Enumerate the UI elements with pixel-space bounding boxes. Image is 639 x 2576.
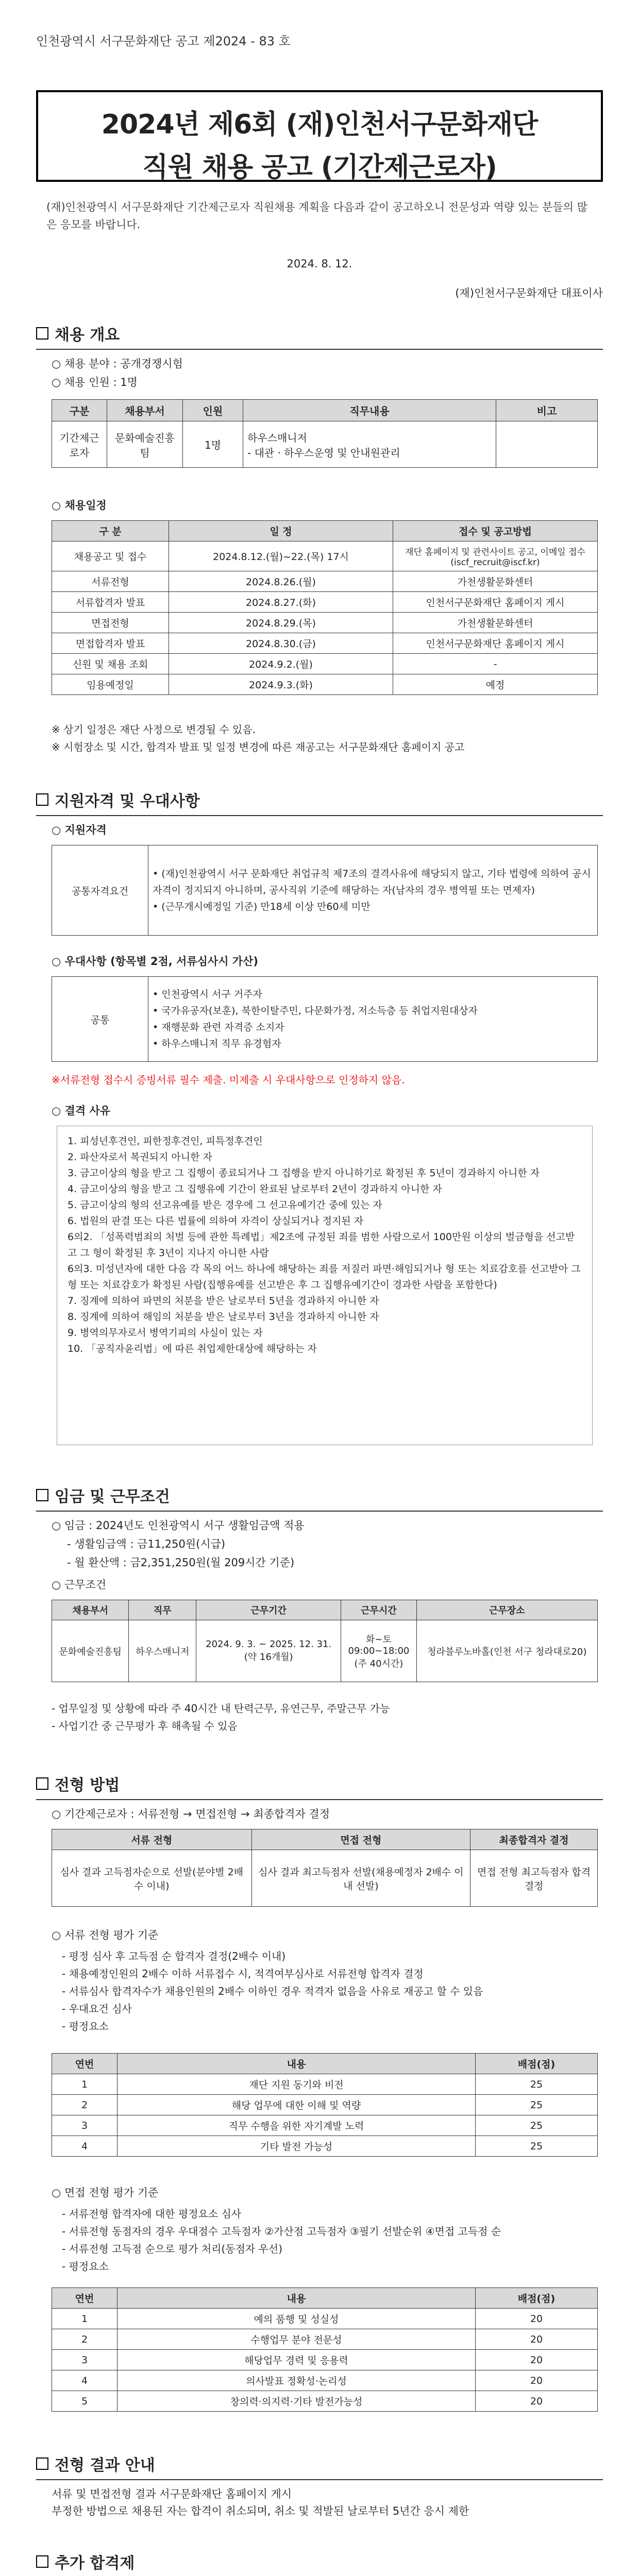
intro-text: (재)인천광역시 서구문화재단 기간제근로자 직원채용 계획을 다음과 같이 공고하오니 전문성과 역량 있는 분들의 많은 응모를 바랍니다. <box>46 201 587 231</box>
table-cell: 20 <box>476 2391 598 2412</box>
table-cell: 재단 지원 동기와 비전 <box>117 2074 476 2095</box>
disq-item: 7. 징계에 의하여 파면의 처분을 받은 날로부터 5년을 경과하지 아니한 자 <box>68 1295 379 1307</box>
recruit-field-text: 채용 분야 : 공개경쟁시험 <box>64 358 183 370</box>
cond-label-text: 근무조건 <box>64 1579 107 1591</box>
title-line1: 2024년 제6회 (재)인천서구문화재단 <box>101 109 538 140</box>
table-header: 내용 <box>117 2054 476 2074</box>
table-header: 배점(점) <box>476 2054 598 2074</box>
table-cell: 문화예술진흥팀 <box>52 1620 129 1682</box>
table-header: 내용 <box>117 2288 476 2309</box>
table-header: 연번 <box>52 2288 117 2309</box>
table-header: 직무 <box>129 1600 196 1620</box>
table-header: 구분 <box>52 400 107 421</box>
disq-item: 2. 파산자로서 복권되지 아니한 자 <box>68 1151 212 1163</box>
pref-note: ※서류전형 접수시 증빙서류 필수 제출. 미제출 시 우대사항으로 인정하지 않음. <box>52 1074 405 1086</box>
pref-sub-label: ○ 우대사항 (항목별 2점, 서류심사시 가산) <box>52 955 258 968</box>
section-title: 지원자격 및 우대사항 <box>55 792 200 810</box>
table-cell: 2024.8.29.(목) <box>169 613 393 633</box>
table-cell: 인천서구문화재단 홈페이지 게시 <box>393 592 598 613</box>
table-cell: 3 <box>52 2350 117 2370</box>
table-cell: 4 <box>52 2370 117 2391</box>
section-underline <box>36 815 603 816</box>
table-header: 최종합격자 결정 <box>470 1829 598 1850</box>
table-header: 채용부서 <box>107 400 183 421</box>
list-item: - 채용예정인원의 2배수 이하 서류접수 시, 적격여부심사로 서류전형 합격자 결정 <box>62 1968 424 1980</box>
wage-basis: ○ 임금 : 2024년도 인천광역시 서구 생활임금액 적용 <box>52 1519 305 1532</box>
schedule-note-2: ※ 시험장소 및 시간, 합격자 발표 및 일정 변경에 따른 재공고는 서구문화재단 홈페이지 공고 <box>52 741 465 753</box>
schedule-table <box>52 520 598 695</box>
preference-table <box>52 976 598 1062</box>
section-title: 전형 결과 안내 <box>55 2456 155 2475</box>
table-cell: 해당 업무에 대한 이해 및 역량 <box>117 2095 476 2115</box>
disq-item: 3. 금고이상의 형을 받고 그 집행이 종료되거나 그 집행을 받지 아니하기로 확정된 후 5년이 경과하지 아니한 자 <box>68 1167 540 1179</box>
section-box-icon <box>36 2555 48 2568</box>
table-cell: 서류전형 <box>52 571 169 592</box>
table-cell: 20 <box>476 2350 598 2370</box>
selection-table <box>52 1829 598 1907</box>
table-cell: 20 <box>476 2309 598 2329</box>
table-cell: 신원 및 채용 조회 <box>52 654 169 674</box>
table-cell: 2 <box>52 2329 117 2350</box>
table-cell: 2024.9.3.(화) <box>169 674 393 695</box>
schedule-label-text: 채용일정 <box>64 499 107 512</box>
table-cell: - <box>393 654 598 674</box>
table-cell: 25 <box>476 2115 598 2136</box>
table-cell: 공통 <box>52 977 148 1062</box>
table-cell: 예정 <box>393 674 598 695</box>
section-underline <box>36 1799 603 1800</box>
doc-score-table <box>52 2053 598 2157</box>
section-box-icon <box>36 793 48 806</box>
table-cell: 서류합격자 발표 <box>52 592 169 613</box>
announce-date: 2024. 8. 12. <box>287 258 352 270</box>
table-header: 연번 <box>52 2054 117 2074</box>
table-cell: 화~토 09:00~18:00 (주 40시간) <box>341 1620 416 1682</box>
table-cell: 25 <box>476 2095 598 2115</box>
table-cell: 기간제근로자 <box>52 421 107 468</box>
schedule-note-1: ※ 상기 일정은 재단 사정으로 변경될 수 있음. <box>52 723 256 736</box>
iv-criteria-label: ○ 면접 전형 평가 기준 <box>52 2187 159 2199</box>
table-cell: 임용예정일 <box>52 674 169 695</box>
iv-score-table <box>52 2287 598 2412</box>
list-item: - 우대요건 심사 <box>62 2003 132 2015</box>
table-cell: 2024.8.30.(금) <box>169 633 393 654</box>
section-underline <box>36 1511 603 1512</box>
table-cell: • 인천광역시 서구 거주자 • 국가유공자(보훈), 북한이탈주민, 다문화가정, 저소득층 등 취업지원대상자 • 재행문화 관련 자격증 소지자 • 하우스매니저 직무 유경험자 <box>148 977 598 1062</box>
overview-table <box>52 399 598 468</box>
section-qualifications <box>36 788 603 811</box>
qual-sub-label: ○ 지원자격 <box>52 824 107 836</box>
disq-item: 4. 금고이상의 형을 받고 그 집행유예 기간이 완료된 날로부터 2년이 경과하지 아니한 자 <box>68 1183 442 1195</box>
table-cell: 직무 수행을 위한 자기계발 노력 <box>117 2115 476 2136</box>
table-cell: 심사 결과 최고득점자 선발(채용예정자 2배수 이내 선발) <box>251 1850 470 1907</box>
section-title: 채용 개요 <box>55 326 120 344</box>
list-item: - 서류전형 고득점 순으로 평가 처리(동점자 우선) <box>62 2243 283 2255</box>
table-cell: 면접 전형 최고득점자 합격 결정 <box>470 1850 598 1907</box>
section-additional <box>36 2550 603 2573</box>
table-header: 비고 <box>496 400 598 421</box>
section-selection <box>36 1772 603 1795</box>
organization-name: (재)인천서구문화재단 대표이사 <box>455 287 603 299</box>
table-cell: 3 <box>52 2115 117 2136</box>
section-title: 전형 방법 <box>55 1776 120 1794</box>
table-cell: 심사 결과 고득점자순으로 선발(분야별 2배수 이내) <box>52 1850 252 1907</box>
schedule-label: ○ 채용일정 <box>52 499 107 512</box>
table-header: 구 분 <box>52 521 169 541</box>
table-cell: 의사발표 정확성·논리성 <box>117 2370 476 2391</box>
table-cell: 1명 <box>183 421 243 468</box>
section-box-icon <box>36 1777 48 1790</box>
disq-item: 8. 징계에 의하여 해임의 처분을 받은 날로부터 3년을 경과하지 아니한 자 <box>68 1311 379 1323</box>
table-header: 일 정 <box>169 521 393 541</box>
table-cell: 기타 발전 가능성 <box>117 2136 476 2157</box>
title-box <box>36 90 603 182</box>
table-cell: 면접합격자 발표 <box>52 633 169 654</box>
selection-flow: ○ 기간제근로자 : 서류전형 → 면접전형 → 최종합격자 결정 <box>52 1808 330 1820</box>
table-cell: 예의 품행 및 성실성 <box>117 2309 476 2329</box>
disq-item: 9. 병역의무자로서 병역기피의 사실이 있는 자 <box>68 1327 263 1338</box>
table-header: 배점(점) <box>476 2288 598 2309</box>
section-underline <box>36 349 603 350</box>
iv-criteria-text: 면접 전형 평가 기준 <box>64 2187 159 2199</box>
selection-flow-text: 기간제근로자 : 서류전형 → 면접전형 → 최종합격자 결정 <box>64 1808 330 1820</box>
table-cell: 1 <box>52 2309 117 2329</box>
list-item: - 평정요소 <box>62 2260 109 2273</box>
table-header: 인원 <box>183 400 243 421</box>
table-cell: 5 <box>52 2391 117 2412</box>
table-cell: 가천생활문화센터 <box>393 613 598 633</box>
list-item: - 평정 심사 후 고득점 순 합격자 결정(2배수 이내) <box>62 1950 286 1962</box>
table-header: 직무내용 <box>243 400 496 421</box>
table-header: 근무기간 <box>196 1600 341 1620</box>
recruit-field: ○ 채용 분야 : 공개경쟁시험 <box>52 358 183 370</box>
table-cell: 2 <box>52 2095 117 2115</box>
disq-item: 10. 「공직자윤리법」에 따른 취업제한대상에 해당하는 자 <box>68 1343 317 1354</box>
table-cell: 하우스매니저 - 대관 · 하우스운영 및 안내원관리 <box>243 421 496 468</box>
table-cell: 25 <box>476 2136 598 2157</box>
table-header: 면접 전형 <box>251 1829 470 1850</box>
list-item: - 평정요소 <box>62 2020 109 2032</box>
wage-basis-text: 임금 : 2024년도 인천광역시 서구 생활임금액 적용 <box>64 1519 305 1532</box>
table-cell: 면접전형 <box>52 613 169 633</box>
table-cell: 문화예술진흥팀 <box>107 421 183 468</box>
announcement-header: 인천광역시 서구문화재단 공고 제2024 - 83 호 <box>36 34 291 48</box>
disq-item: 6. 법원의 판결 또는 다른 법률에 의하여 자격이 상실되거나 정지된 자 <box>68 1215 364 1227</box>
section-box-icon <box>36 1489 48 1501</box>
table-cell: 1 <box>52 2074 117 2095</box>
section-title: 추가 합격제 <box>55 2554 135 2572</box>
title-line2: 직원 채용 공고 (기간제근로자) <box>142 152 497 183</box>
table-cell: 인천서구문화재단 홈페이지 게시 <box>393 633 598 654</box>
pref-sub-text: 우대사항 (항목별 2점, 서류심사시 가산) <box>64 955 258 968</box>
recruit-count: ○ 채용 인원 : 1명 <box>52 376 138 388</box>
table-cell: 청라블루노바홀(인천 서구 청라대로20) <box>416 1620 597 1682</box>
disq-label-text: 결격 사유 <box>64 1105 111 1117</box>
table-header: 채용부서 <box>52 1600 129 1620</box>
list-item: - 서류전형 동점자의 경우 우대점수 고득점자 ②가산점 고득점자 ③필기 선발순위 ④면접 고득점 순 <box>62 2225 501 2238</box>
section-wages <box>36 1484 603 1506</box>
table-header: 서류 전형 <box>52 1829 252 1850</box>
table-cell: • (재)인천광역시 서구 문화재단 취업규칙 제7조의 결격사유에 해당되지 않고, 기타 법령에 의하여 공시자격이 정지되지 아니하며, 공사직위 기준에 해당하는 자(남자의 경우 병역필 또는 면제자) • (근무개시예정일 기준) 만18세 이상 만60세 미만 <box>148 845 598 936</box>
results-text: 서류 및 면접전형 결과 서구문화재단 홈페이지 게시 부정한 방법으로 채용된 자는 합격이 취소되며, 취소 및 적발된 날로부터 5년간 응시 제한 <box>52 2488 469 2517</box>
section-box-icon <box>36 327 48 340</box>
table-cell: 수행업무 분야 전문성 <box>117 2329 476 2350</box>
table-cell: 공통자격요건 <box>52 845 148 936</box>
doc-criteria-list <box>62 1947 608 2035</box>
table-cell <box>496 421 598 468</box>
qualification-table <box>52 845 598 936</box>
doc-criteria-label: ○ 서류 전형 평가 기준 <box>52 1929 159 1941</box>
table-cell: 2024.8.26.(월) <box>169 571 393 592</box>
conditions-table <box>52 1600 598 1682</box>
list-item: - 서류심사 합격자수가 채용인원의 2배수 이하인 경우 적격자 없음을 사유로 재공고 할 수 있음 <box>62 1985 483 1997</box>
table-cell: 2024.8.12.(월)~22.(목) 17시 <box>169 541 393 571</box>
table-cell: 가천생활문화센터 <box>393 571 598 592</box>
wage-monthly: - 월 환산액 : 금2,351,250원(월 209시간 기준) <box>67 1556 295 1569</box>
table-cell: 하우스매니저 <box>129 1620 196 1682</box>
disq-item: 6의3. 미성년자에 대한 다음 각 목의 어느 하나에 해당하는 죄를 저질러 파면·해임되거나 형 또는 치료감호를 선고받아 그 형 또는 치료감호가 확정된 사람(집행유예를 선고받은 후 그 집행유예기간이 경과한 사람을 포함한다) <box>68 1263 581 1291</box>
qual-sub-text: 지원자격 <box>64 824 107 836</box>
table-cell: 채용공고 및 접수 <box>52 541 169 571</box>
wage-hourly: - 생활임금액 : 금11,250원(시급) <box>67 1538 226 1550</box>
iv-criteria-list <box>62 2205 608 2275</box>
table-cell: 창의력·의지력·기타 발전가능성 <box>117 2391 476 2412</box>
disq-label: ○ 결격 사유 <box>52 1105 111 1117</box>
recruit-count-text: 채용 인원 : 1명 <box>64 376 138 388</box>
list-item: - 서류전형 합격자에 대한 평정요소 심사 <box>62 2208 242 2220</box>
table-header: 근무장소 <box>416 1600 597 1620</box>
table-header: 접수 및 공고방법 <box>393 521 598 541</box>
table-cell: 2024.8.27.(화) <box>169 592 393 613</box>
table-cell: 2024. 9. 3. ~ 2025. 12. 31. (약 16개월) <box>196 1620 341 1682</box>
table-cell: 20 <box>476 2370 598 2391</box>
table-cell: 재단 홈페이지 및 관련사이트 공고, 이메일 접수(iscf_recruit@iscf.kr) <box>393 541 598 571</box>
section-results <box>36 2452 603 2475</box>
disq-item: 6의2. 「성폭력범죄의 처벌 등에 관한 특례법」제2조에 규정된 죄를 범한 사람으로서 100만원 이상의 벌금형을 선고받고 그 형이 확정된 후 3년이 지나지 아니한 사람 <box>68 1231 575 1259</box>
table-cell: 4 <box>52 2136 117 2157</box>
disq-item: 5. 금고이상의 형의 선고유예를 받은 경우에 그 선고유예기간 중에 있는 자 <box>68 1199 382 1211</box>
table-cell: 25 <box>476 2074 598 2095</box>
cond-label: ○ 근무조건 <box>52 1579 107 1591</box>
table-cell: 2024.9.2.(월) <box>169 654 393 674</box>
table-header: 근무시간 <box>341 1600 416 1620</box>
section-underline <box>36 2479 603 2480</box>
section-title: 임금 및 근무조건 <box>55 1488 170 1506</box>
section-box-icon <box>36 2458 48 2470</box>
table-cell: 20 <box>476 2329 598 2350</box>
doc-criteria-text: 서류 전형 평가 기준 <box>64 1929 159 1941</box>
cond-note-2: - 사업기간 중 근무평가 후 해촉될 수 있음 <box>52 1720 238 1732</box>
disq-item: 1. 피성년후견인, 피한정후견인, 피특정후견인 <box>68 1136 263 1147</box>
section-recruitment-overview <box>36 322 603 345</box>
table-cell: 해당업무 경력 및 응용력 <box>117 2350 476 2370</box>
disq-box <box>57 1126 593 1445</box>
cond-note-1: - 업무일정 및 상황에 따라 주 40시간 내 탄력근무, 유연근무, 주말근무 가능 <box>52 1702 390 1715</box>
